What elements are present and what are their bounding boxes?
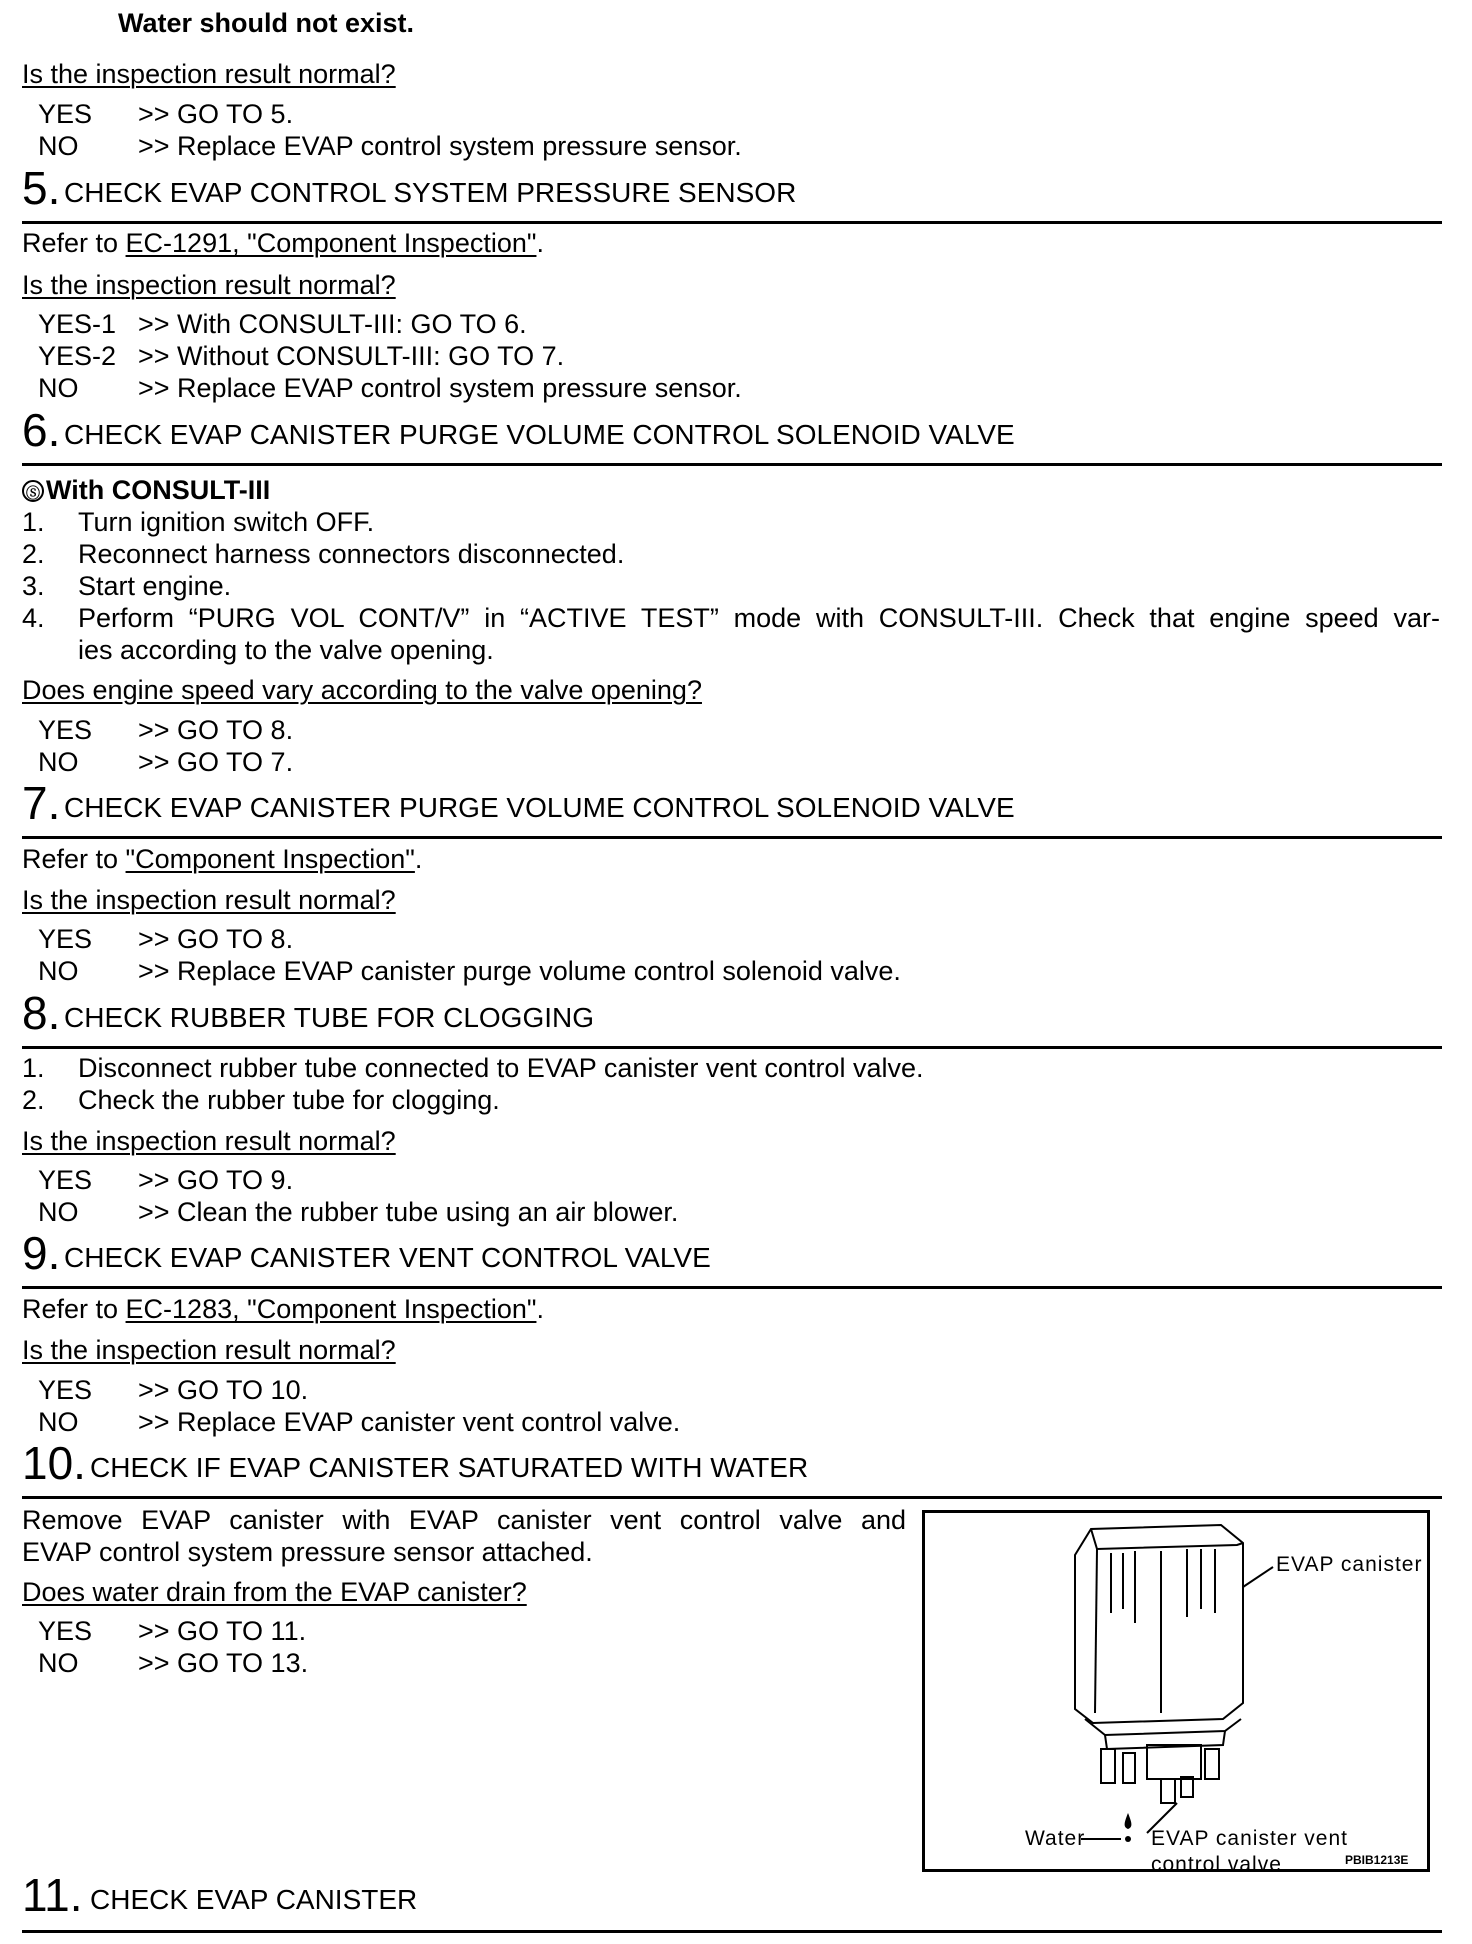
answer-yes-text: >> GO TO 10.: [138, 1375, 309, 1405]
inspection-question: Is the inspection result normal?: [22, 270, 396, 300]
step-title: CHECK RUBBER TUBE FOR CLOGGING: [64, 1002, 595, 1033]
inspection-question: Is the inspection result normal?: [22, 1335, 396, 1365]
answer-no-key: NO: [38, 1648, 79, 1678]
answer-yes1-key: YES-1: [38, 309, 117, 339]
answer-no-key: NO: [38, 131, 79, 161]
step-title: CHECK EVAP CANISTER PURGE VOLUME CONTROL SOLENOID VALVE: [64, 419, 1015, 450]
step-number: 11.: [22, 1869, 83, 1921]
answer-yes2-text: >> Without CONSULT-III: GO TO 7.: [138, 341, 565, 371]
component-inspection-link[interactable]: "Component Inspection": [125, 844, 415, 874]
list-item: Disconnect rubber tube connected to EVAP canister vent control valve.: [78, 1053, 924, 1083]
answer-yes-key: YES: [38, 1616, 93, 1646]
answer-yes1-text: >> With CONSULT-III: GO TO 6.: [138, 309, 527, 339]
answer-yes-key: YES: [38, 1165, 93, 1195]
answer-no-key: NO: [38, 373, 79, 403]
component-inspection-link[interactable]: EC-1291, "Component Inspection": [125, 228, 537, 258]
list-item: Turn ignition switch OFF.: [78, 507, 375, 537]
refer-prefix: Refer to: [22, 844, 126, 874]
divider: [22, 1496, 1442, 1499]
list-item-number: 1.: [22, 1053, 45, 1083]
list-item-number: 2.: [22, 539, 45, 569]
step-title: CHECK IF EVAP CANISTER SATURATED WITH WATER: [90, 1452, 809, 1483]
list-item-continuation: ies according to the valve opening.: [78, 635, 494, 665]
answer-no-text: >> Replace EVAP control system pressure sensor.: [138, 131, 742, 161]
label-evap-canister: EVAP canister: [1276, 1553, 1423, 1576]
figure-code: PBIB1213E: [1345, 1853, 1409, 1867]
answer-yes-key: YES: [38, 99, 93, 129]
refer-suffix: .: [536, 228, 544, 258]
step-number: 10.: [22, 1437, 86, 1489]
water-should-not-exist: Water should not exist.: [118, 8, 415, 38]
answer-no-text: >> Replace EVAP canister purge volume control solenoid valve.: [138, 956, 901, 986]
refer-line: [22, 227, 544, 259]
divider: [22, 221, 1442, 224]
list-item-number: 4.: [22, 603, 45, 633]
step-number: 6.: [22, 404, 61, 456]
answer-no-text: >> Replace EVAP canister vent control valve.: [138, 1407, 681, 1437]
water-drop-icon: [1125, 1813, 1132, 1829]
list-item-number: 2.: [22, 1085, 45, 1115]
list-item-number: 3.: [22, 571, 45, 601]
step-title: CHECK EVAP CANISTER: [90, 1884, 418, 1915]
list-item: Perform “PURG VOL CONT/V” in “ACTIVE TEST” mode with CONSULT-III. Check that engine speed var-: [78, 603, 1440, 633]
answer-no-key: NO: [38, 747, 79, 777]
engine-speed-question: Does engine speed vary according to the valve opening?: [22, 675, 702, 705]
with-consult-label: With CONSULT-III: [46, 475, 271, 505]
divider: [22, 1286, 1442, 1289]
refer-line: [22, 843, 422, 875]
label-water: Water: [1025, 1827, 1086, 1850]
step-title: CHECK EVAP CANISTER VENT CONTROL VALVE: [64, 1242, 711, 1273]
step-title: CHECK EVAP CONTROL SYSTEM PRESSURE SENSOR: [64, 177, 797, 208]
refer-suffix: .: [414, 844, 423, 874]
step-number: 9.: [22, 1227, 61, 1279]
component-inspection-link[interactable]: EC-1283, "Component Inspection": [125, 1294, 537, 1324]
consult-icon: Ⓢ: [22, 480, 44, 502]
divider: [22, 836, 1442, 839]
answer-no-key: NO: [38, 956, 79, 986]
answer-yes-text: >> GO TO 5.: [138, 99, 294, 129]
answer-no-text: >> GO TO 13.: [138, 1648, 309, 1678]
answer-yes2-key: YES-2: [38, 341, 117, 371]
answer-yes-key: YES: [38, 715, 93, 745]
answer-no-text: >> Clean the rubber tube using an air blower.: [138, 1197, 679, 1227]
refer-line: [22, 1293, 544, 1325]
paragraph-line: Remove EVAP canister with EVAP canister vent control valve and: [22, 1505, 906, 1535]
answer-yes-key: YES: [38, 1375, 93, 1405]
inspection-question: Is the inspection result normal?: [22, 1126, 396, 1156]
evap-canister-figure: [922, 1510, 1430, 1876]
inspection-question: Is the inspection result normal?: [22, 59, 396, 89]
list-item: Start engine.: [78, 571, 232, 601]
divider: [22, 463, 1442, 466]
list-item: Check the rubber tube for clogging.: [78, 1085, 500, 1115]
answer-yes-text: >> GO TO 11.: [138, 1616, 307, 1646]
answer-yes-text: >> GO TO 8.: [138, 924, 294, 954]
water-drain-question: Does water drain from the EVAP canister?: [22, 1577, 527, 1607]
list-item-number: 1.: [22, 507, 45, 537]
answer-no-text: >> GO TO 7.: [138, 747, 294, 777]
step-number: 7.: [22, 777, 61, 829]
step-number: 8.: [22, 987, 61, 1039]
refer-suffix: .: [536, 1294, 544, 1324]
answer-no-text: >> Replace EVAP control system pressure sensor.: [138, 373, 742, 403]
answer-no-key: NO: [38, 1407, 79, 1437]
answer-yes-key: YES: [38, 924, 93, 954]
divider: [22, 1046, 1442, 1049]
label-vent-valve-line2: control valve: [1151, 1853, 1282, 1876]
answer-yes-text: >> GO TO 8.: [138, 715, 294, 745]
paragraph-line: EVAP control system pressure sensor attached.: [22, 1537, 593, 1567]
list-item: Reconnect harness connectors disconnected.: [78, 539, 625, 569]
inspection-question: Is the inspection result normal?: [22, 885, 396, 915]
answer-no-key: NO: [38, 1197, 79, 1227]
step-title: CHECK EVAP CANISTER PURGE VOLUME CONTROL SOLENOID VALVE: [64, 792, 1015, 823]
label-vent-valve-line1: EVAP canister vent: [1151, 1827, 1348, 1850]
divider: [22, 1930, 1442, 1933]
step-number: 5.: [22, 162, 61, 214]
refer-prefix: Refer to: [22, 1294, 126, 1324]
refer-prefix: Refer to: [22, 228, 126, 258]
answer-yes-text: >> GO TO 9.: [138, 1165, 294, 1195]
with-consult-heading: [22, 474, 270, 506]
